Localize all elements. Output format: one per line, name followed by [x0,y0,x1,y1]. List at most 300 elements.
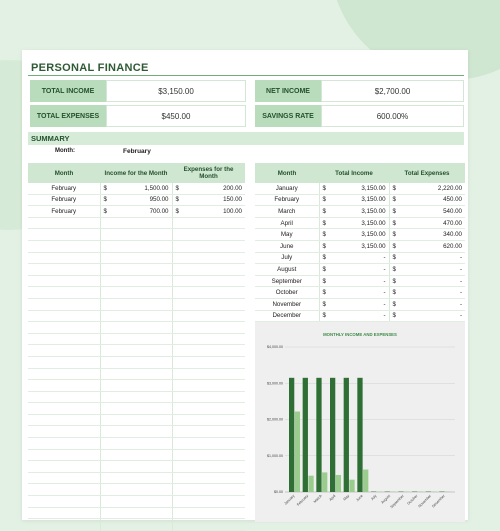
savings-rate-label: SAVINGS RATE [255,105,321,127]
empty-cell[interactable] [28,438,100,450]
empty-row [28,275,245,287]
table-cell[interactable]: 1,500.00 [110,183,172,194]
table-cell[interactable]: February [28,194,100,206]
empty-cell[interactable] [110,275,172,287]
empty-cell[interactable] [100,252,110,264]
empty-cell[interactable] [110,368,172,380]
table-cell[interactable]: $ [389,310,399,322]
table-cell[interactable]: $ [319,217,329,229]
empty-cell[interactable] [172,322,182,334]
table-cell[interactable]: $ [389,287,399,299]
empty-cell[interactable] [182,368,245,380]
empty-cell[interactable] [28,496,100,508]
empty-cell[interactable] [100,403,110,415]
empty-cell[interactable] [28,507,100,519]
empty-cell[interactable] [172,519,182,531]
bar-february-series-1 [303,378,308,492]
empty-cell[interactable] [172,449,182,461]
table-row [28,183,245,194]
monthly-totals-table [255,163,465,322]
column-header-month: Month [28,163,100,183]
table-cell[interactable]: 3,150.00 [329,229,389,241]
column-header-month: Month [255,163,319,183]
empty-cell[interactable] [100,217,110,229]
empty-cell[interactable] [100,507,110,519]
empty-row [28,217,245,229]
empty-cell[interactable] [172,426,182,438]
table-cell[interactable]: - [399,287,465,299]
empty-cell[interactable] [28,519,100,531]
table-cell[interactable]: $ [319,252,329,264]
empty-cell[interactable] [28,449,100,461]
empty-cell[interactable] [110,461,172,473]
table-cell[interactable]: October [255,287,319,299]
table-cell[interactable]: $ [319,229,329,241]
empty-cell[interactable] [172,310,182,322]
table-row [255,194,465,206]
empty-cell[interactable] [182,449,245,461]
empty-cell[interactable] [110,403,172,415]
y-tick-label: $1,000.00 [267,454,283,458]
table-cell[interactable]: May [255,229,319,241]
page-title: PERSONAL FINANCE [31,62,149,74]
empty-cell[interactable] [110,240,172,252]
table-row [255,275,465,287]
x-tick-label: July [370,494,377,501]
empty-row [28,252,245,264]
empty-cell[interactable] [172,356,182,368]
empty-row [28,368,245,380]
table-row [255,264,465,276]
table-row [255,310,465,322]
net-income-label: NET INCOME [255,80,321,102]
empty-row [28,449,245,461]
spreadsheet-page [22,50,468,520]
table-cell[interactable]: February [255,194,319,206]
x-tick-label: June [355,494,363,502]
empty-cell[interactable] [110,449,172,461]
table-cell[interactable]: November [255,298,319,310]
empty-cell[interactable] [182,264,245,276]
empty-cell[interactable] [182,287,245,299]
empty-row [28,287,245,299]
empty-cell[interactable] [100,414,110,426]
total-expenses-value[interactable]: $450.00 [106,105,246,127]
empty-cell[interactable] [100,275,110,287]
table-cell[interactable]: $ [389,275,399,287]
y-tick-label: $0.00 [274,490,283,494]
empty-cell[interactable] [110,380,172,392]
x-tick-label: September [390,493,406,509]
empty-cell[interactable] [28,298,100,310]
empty-cell[interactable] [28,391,100,403]
table-cell[interactable]: 3,150.00 [329,194,389,206]
table-row [28,206,245,218]
empty-cell[interactable] [100,380,110,392]
empty-cell[interactable] [28,426,100,438]
table-cell[interactable]: - [329,264,389,276]
empty-cell[interactable] [172,380,182,392]
empty-cell[interactable] [172,252,182,264]
summary-heading: SUMMARY [28,132,464,145]
table-cell[interactable]: 100.00 [182,206,245,218]
empty-cell[interactable] [182,298,245,310]
empty-cell[interactable] [28,403,100,415]
x-tick-label: February [296,494,309,507]
empty-cell[interactable] [110,345,172,357]
empty-cell[interactable] [182,414,245,426]
empty-row [28,380,245,392]
table-row [255,229,465,241]
bar-april-series-2 [336,475,341,492]
empty-row [28,240,245,252]
table-cell[interactable]: $ [319,275,329,287]
x-tick-label: April [329,494,337,502]
table-cell[interactable]: $ [319,298,329,310]
empty-row [28,298,245,310]
empty-cell[interactable] [28,368,100,380]
empty-cell[interactable] [182,496,245,508]
table-cell[interactable]: - [329,310,389,322]
empty-cell[interactable] [100,472,110,484]
table-cell[interactable]: $ [100,194,110,206]
title-divider [28,75,464,76]
empty-row [28,310,245,322]
empty-cell[interactable] [182,426,245,438]
table-cell[interactable]: February [28,183,100,194]
table-cell[interactable]: 3,150.00 [329,206,389,218]
empty-cell[interactable] [28,264,100,276]
empty-row [28,461,245,473]
empty-cell[interactable] [28,461,100,473]
x-tick-label: January [284,494,296,506]
empty-cell[interactable] [172,391,182,403]
table-row [255,287,465,299]
empty-row [28,426,245,438]
empty-cell[interactable] [28,472,100,484]
empty-cell[interactable] [100,345,110,357]
total-expenses-label: TOTAL EXPENSES [30,105,106,127]
empty-cell[interactable] [100,496,110,508]
empty-cell[interactable] [110,229,172,241]
bar-may-series-2 [349,480,354,492]
empty-cell[interactable] [100,519,110,531]
empty-cell[interactable] [100,310,110,322]
y-tick-label: $4,000.00 [267,345,283,349]
table-cell[interactable]: 3,150.00 [329,240,389,252]
empty-cell[interactable] [182,217,245,229]
empty-cell[interactable] [182,461,245,473]
x-tick-label: December [431,493,446,508]
empty-cell[interactable] [110,252,172,264]
month-label: Month: [55,148,75,154]
table-cell[interactable]: 150.00 [182,194,245,206]
table-cell[interactable]: August [255,264,319,276]
empty-cell[interactable] [182,310,245,322]
table-cell[interactable]: $ [389,264,399,276]
empty-cell[interactable] [182,240,245,252]
empty-cell[interactable] [100,391,110,403]
chart-panel [255,322,465,522]
table-cell[interactable]: 540.00 [399,206,465,218]
empty-row [28,345,245,357]
empty-cell[interactable] [182,391,245,403]
empty-cell[interactable] [182,484,245,496]
empty-cell[interactable] [172,461,182,473]
empty-cell[interactable] [110,356,172,368]
empty-cell[interactable] [100,368,110,380]
empty-cell[interactable] [110,438,172,450]
table-cell[interactable]: $ [389,240,399,252]
empty-cell[interactable] [110,322,172,334]
empty-cell[interactable] [28,275,100,287]
empty-cell[interactable] [172,333,182,345]
empty-cell[interactable] [110,519,172,531]
table-cell[interactable]: 3,150.00 [329,183,389,194]
table-cell[interactable]: $ [172,183,182,194]
empty-cell[interactable] [110,472,172,484]
bar-april-series-1 [330,378,335,492]
empty-cell[interactable] [110,333,172,345]
table-cell[interactable]: $ [319,183,329,194]
empty-row [28,264,245,276]
empty-cell[interactable] [110,264,172,276]
empty-cell[interactable] [172,275,182,287]
total-income-label: TOTAL INCOME [30,80,106,102]
table-cell[interactable]: December [255,310,319,322]
empty-cell[interactable] [100,229,110,241]
empty-cell[interactable] [28,345,100,357]
savings-rate-value[interactable]: 600.00% [321,105,464,127]
empty-cell[interactable] [100,240,110,252]
empty-cell[interactable] [182,519,245,531]
empty-cell[interactable] [172,484,182,496]
empty-cell[interactable] [172,403,182,415]
empty-cell[interactable] [100,484,110,496]
empty-cell[interactable] [110,414,172,426]
income-expenses-table [28,163,245,531]
empty-cell[interactable] [28,380,100,392]
x-tick-label: October [407,493,419,505]
table-cell[interactable]: 700.00 [110,206,172,218]
table-cell[interactable]: $ [100,206,110,218]
empty-cell[interactable] [182,345,245,357]
bar-february-series-2 [308,476,313,492]
empty-cell[interactable] [28,252,100,264]
empty-cell[interactable] [182,333,245,345]
empty-row [28,438,245,450]
empty-cell[interactable] [110,426,172,438]
column-header-income: Income for the Month [100,163,172,183]
table-cell[interactable]: March [255,206,319,218]
table-cell[interactable]: April [255,217,319,229]
empty-cell[interactable] [100,449,110,461]
table-row [255,240,465,252]
empty-cell[interactable] [100,287,110,299]
table-row [255,298,465,310]
empty-cell[interactable] [172,414,182,426]
net-income-value[interactable]: $2,700.00 [321,80,464,102]
empty-cell[interactable] [28,310,100,322]
empty-cell[interactable] [100,461,110,473]
table-cell[interactable]: February [28,206,100,218]
empty-cell[interactable] [172,298,182,310]
monthly-income-expenses-chart [255,322,465,522]
empty-cell[interactable] [28,217,100,229]
empty-cell[interactable] [172,438,182,450]
table-cell[interactable]: $ [389,229,399,241]
empty-cell[interactable] [172,507,182,519]
table-cell[interactable]: September [255,275,319,287]
table-cell[interactable]: - [329,252,389,264]
empty-cell[interactable] [100,264,110,276]
table-cell[interactable]: - [329,275,389,287]
empty-cell[interactable] [110,217,172,229]
bar-june-series-1 [357,378,362,492]
table-cell[interactable]: January [255,183,319,194]
empty-cell[interactable] [28,414,100,426]
column-header-total-expenses: Total Expenses [389,163,465,183]
table-row [255,217,465,229]
empty-cell[interactable] [28,240,100,252]
table-cell[interactable]: $ [389,217,399,229]
empty-cell[interactable] [172,496,182,508]
empty-cell[interactable] [182,507,245,519]
table-cell[interactable]: $ [319,264,329,276]
empty-cell[interactable] [110,484,172,496]
table-cell[interactable]: $ [319,240,329,252]
table-row [255,252,465,264]
empty-cell[interactable] [172,345,182,357]
empty-row [28,472,245,484]
empty-row [28,496,245,508]
empty-row [28,322,245,334]
table-cell[interactable]: June [255,240,319,252]
empty-cell[interactable] [182,229,245,241]
bar-june-series-2 [363,470,368,492]
table-cell[interactable]: $ [319,194,329,206]
empty-cell[interactable] [100,298,110,310]
empty-row [28,507,245,519]
empty-row [28,333,245,345]
empty-cell[interactable] [182,380,245,392]
empty-cell[interactable] [182,472,245,484]
table-cell[interactable]: $ [319,206,329,218]
empty-cell[interactable] [172,229,182,241]
empty-cell[interactable] [182,322,245,334]
empty-cell[interactable] [110,496,172,508]
empty-cell[interactable] [28,322,100,334]
empty-cell[interactable] [172,472,182,484]
x-tick-label: August [380,494,391,505]
table-cell[interactable]: - [399,252,465,264]
empty-row [28,414,245,426]
chart-title: MONTHLY INCOME AND EXPENSES [323,332,397,337]
empty-row [28,356,245,368]
table-cell[interactable]: - [399,310,465,322]
table-cell[interactable]: $ [389,298,399,310]
empty-cell[interactable] [182,275,245,287]
empty-cell[interactable] [172,240,182,252]
table-cell[interactable]: 340.00 [399,229,465,241]
empty-row [28,391,245,403]
table-cell[interactable]: July [255,252,319,264]
table-cell[interactable]: 3,150.00 [329,217,389,229]
empty-cell[interactable] [172,287,182,299]
table-cell[interactable]: 620.00 [399,240,465,252]
table-cell[interactable]: $ [172,194,182,206]
table-row [28,194,245,206]
empty-row [28,403,245,415]
table-cell[interactable]: $ [389,206,399,218]
empty-cell[interactable] [182,356,245,368]
table-cell[interactable]: 450.00 [399,194,465,206]
empty-row [28,229,245,241]
empty-cell[interactable] [28,484,100,496]
empty-cell[interactable] [110,287,172,299]
table-cell[interactable]: - [399,298,465,310]
table-cell[interactable]: 950.00 [110,194,172,206]
table-cell[interactable]: - [399,275,465,287]
table-cell[interactable]: $ [319,287,329,299]
total-income-value[interactable]: $3,150.00 [106,80,246,102]
x-tick-label: March [313,494,323,504]
empty-cell[interactable] [182,403,245,415]
table-cell[interactable]: 200.00 [182,183,245,194]
x-tick-label: November [418,493,433,508]
empty-cell[interactable] [172,264,182,276]
column-header-expenses: Expenses for the Month [172,163,245,183]
table-cell[interactable]: $ [100,183,110,194]
y-tick-label: $3,000.00 [267,381,283,385]
table-cell[interactable]: - [329,298,389,310]
empty-cell[interactable] [110,298,172,310]
empty-cell[interactable] [172,368,182,380]
empty-cell[interactable] [100,426,110,438]
empty-cell[interactable] [100,333,110,345]
table-cell[interactable]: $ [172,206,182,218]
empty-cell[interactable] [28,356,100,368]
table-cell[interactable]: $ [319,310,329,322]
table-cell[interactable]: 2,220.00 [399,183,465,194]
table-cell[interactable]: $ [389,252,399,264]
table-cell[interactable]: - [399,264,465,276]
table-cell[interactable]: $ [389,194,399,206]
empty-cell[interactable] [110,507,172,519]
bar-january-series-2 [295,412,300,492]
bar-march-series-2 [322,472,327,492]
table-cell[interactable]: 470.00 [399,217,465,229]
bar-january-series-1 [289,378,294,492]
empty-cell[interactable] [110,391,172,403]
empty-cell[interactable] [28,229,100,241]
empty-cell[interactable] [100,438,110,450]
empty-cell[interactable] [110,310,172,322]
empty-cell[interactable] [172,217,182,229]
empty-cell[interactable] [182,438,245,450]
y-tick-label: $2,000.00 [267,418,283,422]
empty-cell[interactable] [28,287,100,299]
table-cell[interactable]: $ [389,183,399,194]
month-selector[interactable]: February [123,148,151,155]
empty-cell[interactable] [100,356,110,368]
empty-cell[interactable] [100,322,110,334]
empty-cell[interactable] [28,333,100,345]
empty-cell[interactable] [182,252,245,264]
empty-row [28,484,245,496]
table-cell[interactable]: - [329,287,389,299]
table-row [255,206,465,218]
